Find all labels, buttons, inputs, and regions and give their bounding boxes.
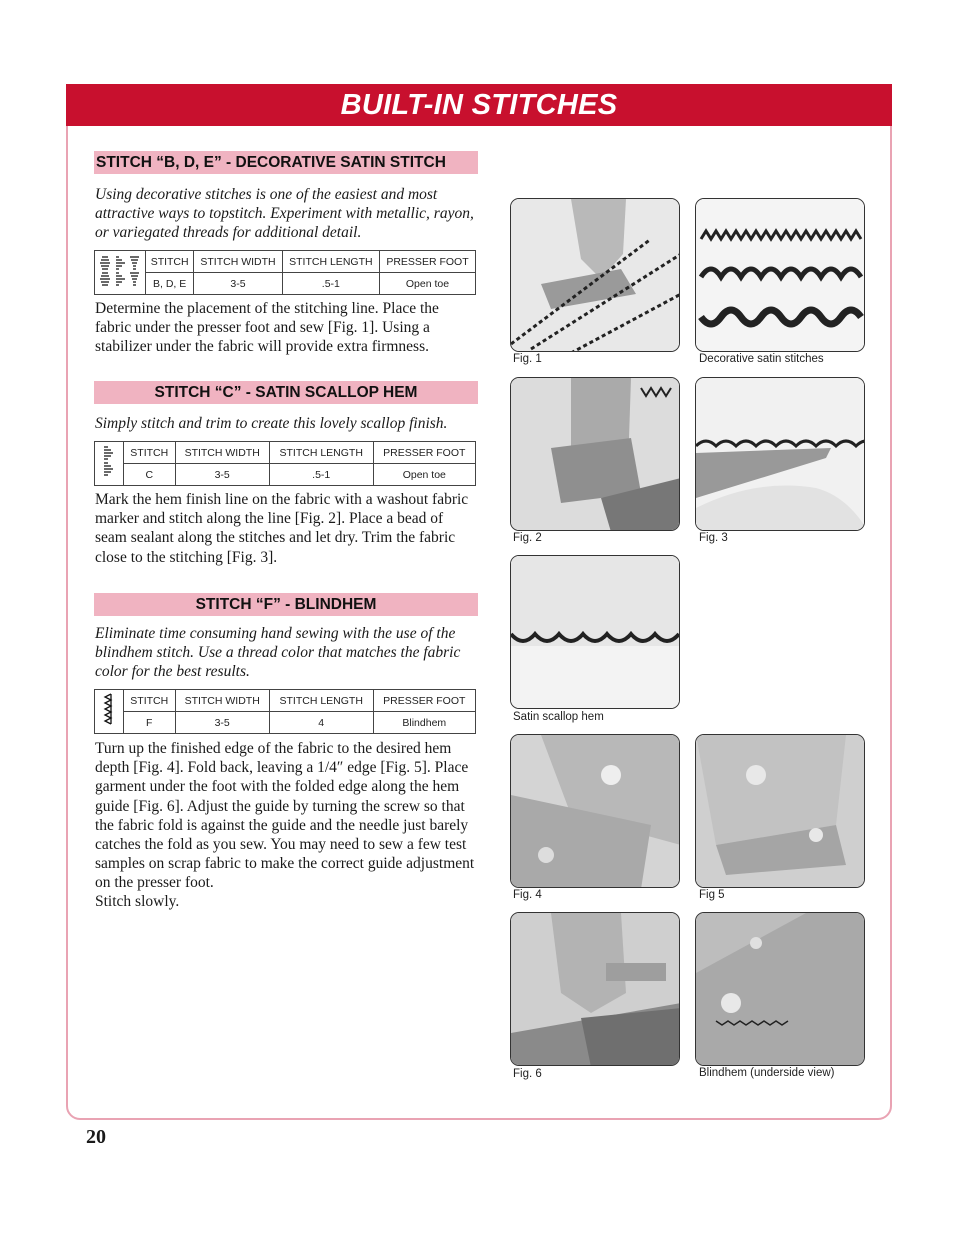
table-header: STITCH WIDTH <box>175 690 269 712</box>
section-intro-blindhem: Eliminate time consuming hand sewing with the use of the blindhem stitch. Use a thread color that matches the fabric color for the best results. <box>95 625 461 681</box>
table-header: STITCH LENGTH <box>282 251 379 273</box>
table-cell: 3-5 <box>175 464 269 486</box>
stitch-pattern-icon <box>95 251 146 295</box>
table-header: STITCH <box>124 690 176 712</box>
table-header: STITCH LENGTH <box>269 442 373 464</box>
table-cell: .5-1 <box>269 464 373 486</box>
page-number: 20 <box>86 1126 106 1148</box>
table-header: STITCH <box>124 442 176 464</box>
figure-caption: Blindhem (underside view) <box>699 1067 835 1079</box>
section-heading-decorative-satin: STITCH “B, D, E” - DECORATIVE SATIN STITCH <box>94 151 478 174</box>
stitch-table-blindhem <box>94 689 476 734</box>
decorative-satin-stitches-photo <box>695 198 865 352</box>
table-header: PRESSER FOOT <box>379 251 475 273</box>
section-body-satin-scallop: Mark the hem finish line on the fabric with a washout fabric marker and stitch along the line [Fig. 2]. Place a bead of seam sealant along the stitches and let dry. Trim the fabric close to the stitching [Fig. 3]. <box>95 491 469 566</box>
table-cell: 4 <box>269 712 373 734</box>
table-cell: Open toe <box>373 464 475 486</box>
section-body-blindhem: Turn up the finished edge of the fabric to the desired hem depth [Fig. 4]. Fold back, leaving a 1/4″ edge [Fig. 5]. Place garment under the foot with the folded edge along the hem guide [Fig. 6]. Adjust the guide by turning the screw so that the fabric fold is against the guide and the needle just barely catches the fold as you sew. You may need to sew a few test samples on scrap fabric to make the correct guide adjustment on the presser foot. <box>95 740 475 892</box>
section-heading-blindhem: STITCH “F” - BLINDHEM <box>94 593 478 616</box>
fig-1-photo <box>510 198 680 352</box>
section-intro-satin-scallop: Simply stitch and trim to create this lovely scallop finish. <box>95 415 448 432</box>
table-header: STITCH LENGTH <box>269 690 373 712</box>
table-header: STITCH WIDTH <box>175 442 269 464</box>
stitch-table-satin-scallop <box>94 441 476 486</box>
fig-5-photo <box>695 734 865 888</box>
table-header: STITCH WIDTH <box>194 251 282 273</box>
blindhem-underside-photo <box>695 912 865 1066</box>
table-cell: Blindhem <box>373 712 475 734</box>
stitch-table-decorative-satin <box>94 250 476 295</box>
page-title: BUILT-IN STITCHES <box>340 89 618 121</box>
blindhem-stitch-icon <box>95 690 124 734</box>
satin-scallop-hem-photo <box>510 555 680 709</box>
table-header: PRESSER FOOT <box>373 690 475 712</box>
table-header: STITCH <box>146 251 194 273</box>
figure-caption: Fig. 3 <box>699 532 728 544</box>
figure-caption: Decorative satin stitches <box>699 353 824 365</box>
fig-6-photo <box>510 912 680 1066</box>
table-cell: F <box>124 712 176 734</box>
figure-caption: Fig. 2 <box>513 532 542 544</box>
figure-caption: Satin scallop hem <box>513 711 604 723</box>
table-cell: .5-1 <box>282 273 379 295</box>
fig-4-photo <box>510 734 680 888</box>
section-body-blindhem-note: Stitch slowly. <box>95 893 180 910</box>
scallop-stitch-icon <box>95 442 124 486</box>
section-body-decorative-satin: Determine the placement of the stitching line. Place the fabric under the presser foot and sew [Fig. 1]. Using a stabilizer under the fabric will provide extra firmness. <box>95 300 439 356</box>
table-cell: C <box>124 464 176 486</box>
figure-caption: Fig. 1 <box>513 353 542 365</box>
figure-caption: Fig. 4 <box>513 889 542 901</box>
section-intro-decorative-satin: Using decorative stitches is one of the easiest and most attractive ways to topstitch. Experiment with metallic, rayon, or variegated threads for additional detail. <box>95 186 474 242</box>
table-header: PRESSER FOOT <box>373 442 475 464</box>
figure-caption: Fig 5 <box>699 889 725 901</box>
fig-3-photo <box>695 377 865 531</box>
table-cell: 3-5 <box>194 273 282 295</box>
table-cell: B, D, E <box>146 273 194 295</box>
section-heading-satin-scallop: STITCH “C” - SATIN SCALLOP HEM <box>94 381 478 404</box>
title-banner <box>66 84 892 126</box>
table-cell: Open toe <box>379 273 475 295</box>
table-cell: 3-5 <box>175 712 269 734</box>
figure-caption: Fig. 6 <box>513 1068 542 1080</box>
fig-2-photo <box>510 377 680 531</box>
